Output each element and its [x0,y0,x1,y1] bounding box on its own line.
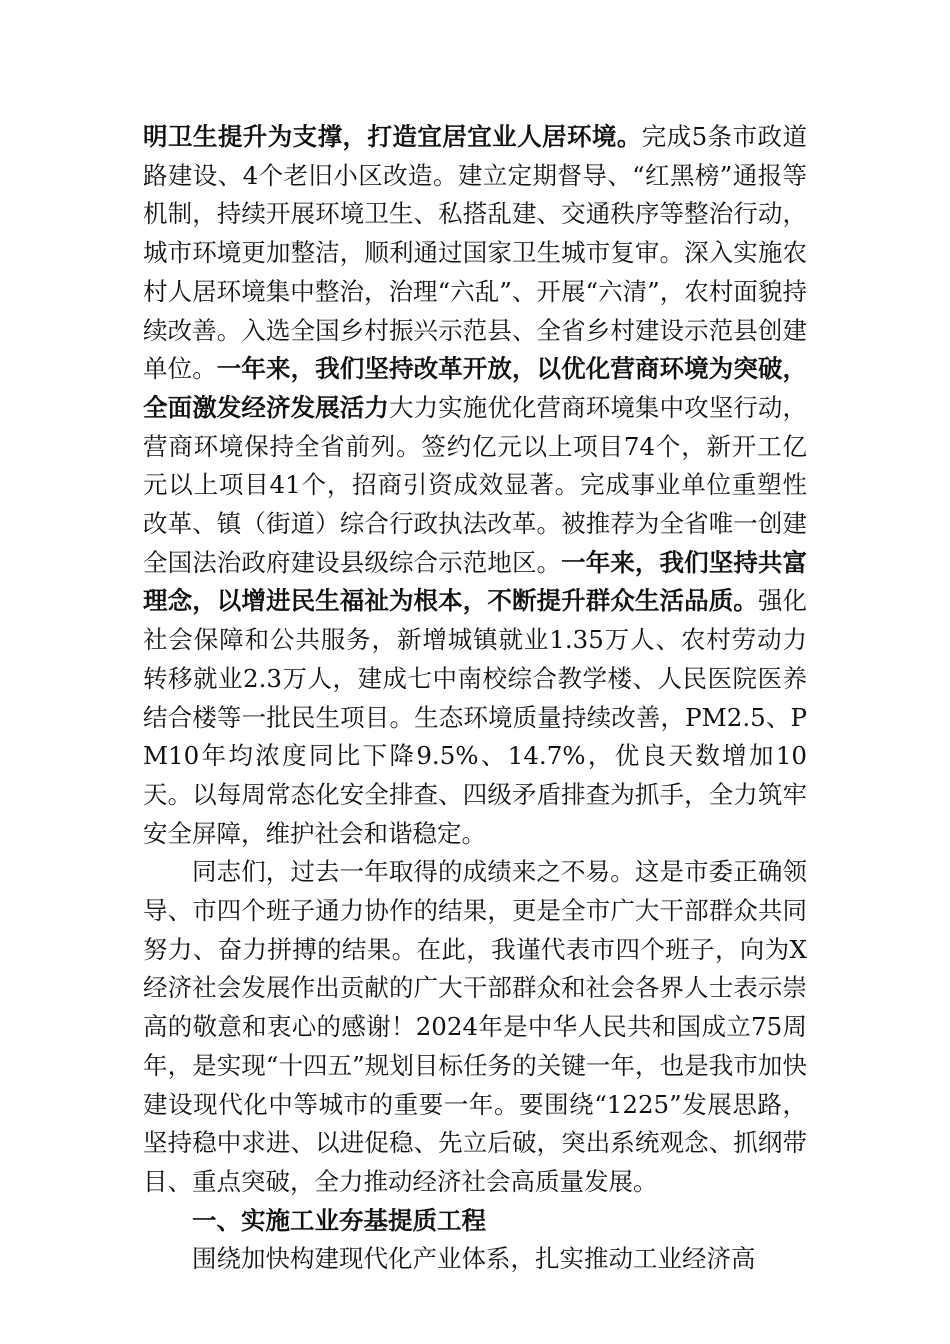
text-livelihood-details: 强化社会保障和公共服务，新增城镇就业1.35万人、农村劳动力转移就业2.3万人，建成七中南校综合教学楼、人民医院医养结合楼等一批民生项目。生态环境质量持续改善，PM2.5、PM10年均浓度同比下降9.5%、14.7%，优良天数增加10天。以每周常态化安全排查、四级矛盾排查为抓手，全力筑牢安全屏障，维护社会和谐稳定。 [143,586,808,848]
text-reform-details: 大力实施优化营商环境集中攻坚行动，营商环境保持全省前列。签约亿元以上项目74个，新开工亿元以上项目41个，招商引资成效显著。完成事业单位重塑性改革、镇（街道）综合行政执法改革。被推荐为全省唯一创建全国法治政府建设县级综合示范地区。 [143,392,808,577]
paragraph-industry-intro: 围绕加快构建现代化产业体系，扎实推动工业经济高 [192,1244,756,1274]
paragraph-comrades: 同志们，过去一年取得的成绩来之不易。这是市委正确领导、市四个班子通力协作的结果，更是全市广大干部群众共同努力、奋力拼搏的结果。在此，我谨代表市四个班子，向为X经济社会发展作出贡献的广大干部群众和社会各界人士表示崇高的敬意和衷心的感谢！2024年是中华人民共和国成立75周年，是实现“十四五”规划目标任务的关键一年，也是我市加快建设现代化中等城市的重要一年。要围绕“1225”发展思路，坚持稳中求进、以进促稳、先立后破，突出系统观念、抓纲带目、重点突破，全力推动经济社会高质量发展。 [143,857,807,1196]
document-body [143,118,807,1279]
text-environment-details: 完成5条市政道路建设、4个老旧小区改造。建立定期督导、“红黑榜”通报等机制，持续开展环境卫生、私搭乱建、交通秩序等整治行动，城市环境更加整洁，顺利通过国家卫生城市复审。深入实施农村人居环境集中整治，治理“六乱”、开展“六清”，农村面貌持续改善。入选全国乡村振兴示范县、全省乡村建设示范县创建单位。 [143,122,808,384]
bold-sentence-reform: 一年来，我们坚持改革开放，以优化营商环境为突破，全面激发经济发展活力 [143,354,808,422]
bold-sentence-environment: 明卫生提升为支撑，打造宜居宜业人居环境。 [143,122,642,151]
paragraph-achievements [143,118,807,853]
bold-sentence-livelihood: 一年来，我们坚持共富理念，以增进民生福祉为根本，不断提升群众生活品质。 [143,547,808,616]
section-heading-industry: 一、实施工业夯基提质工程 [192,1205,486,1235]
